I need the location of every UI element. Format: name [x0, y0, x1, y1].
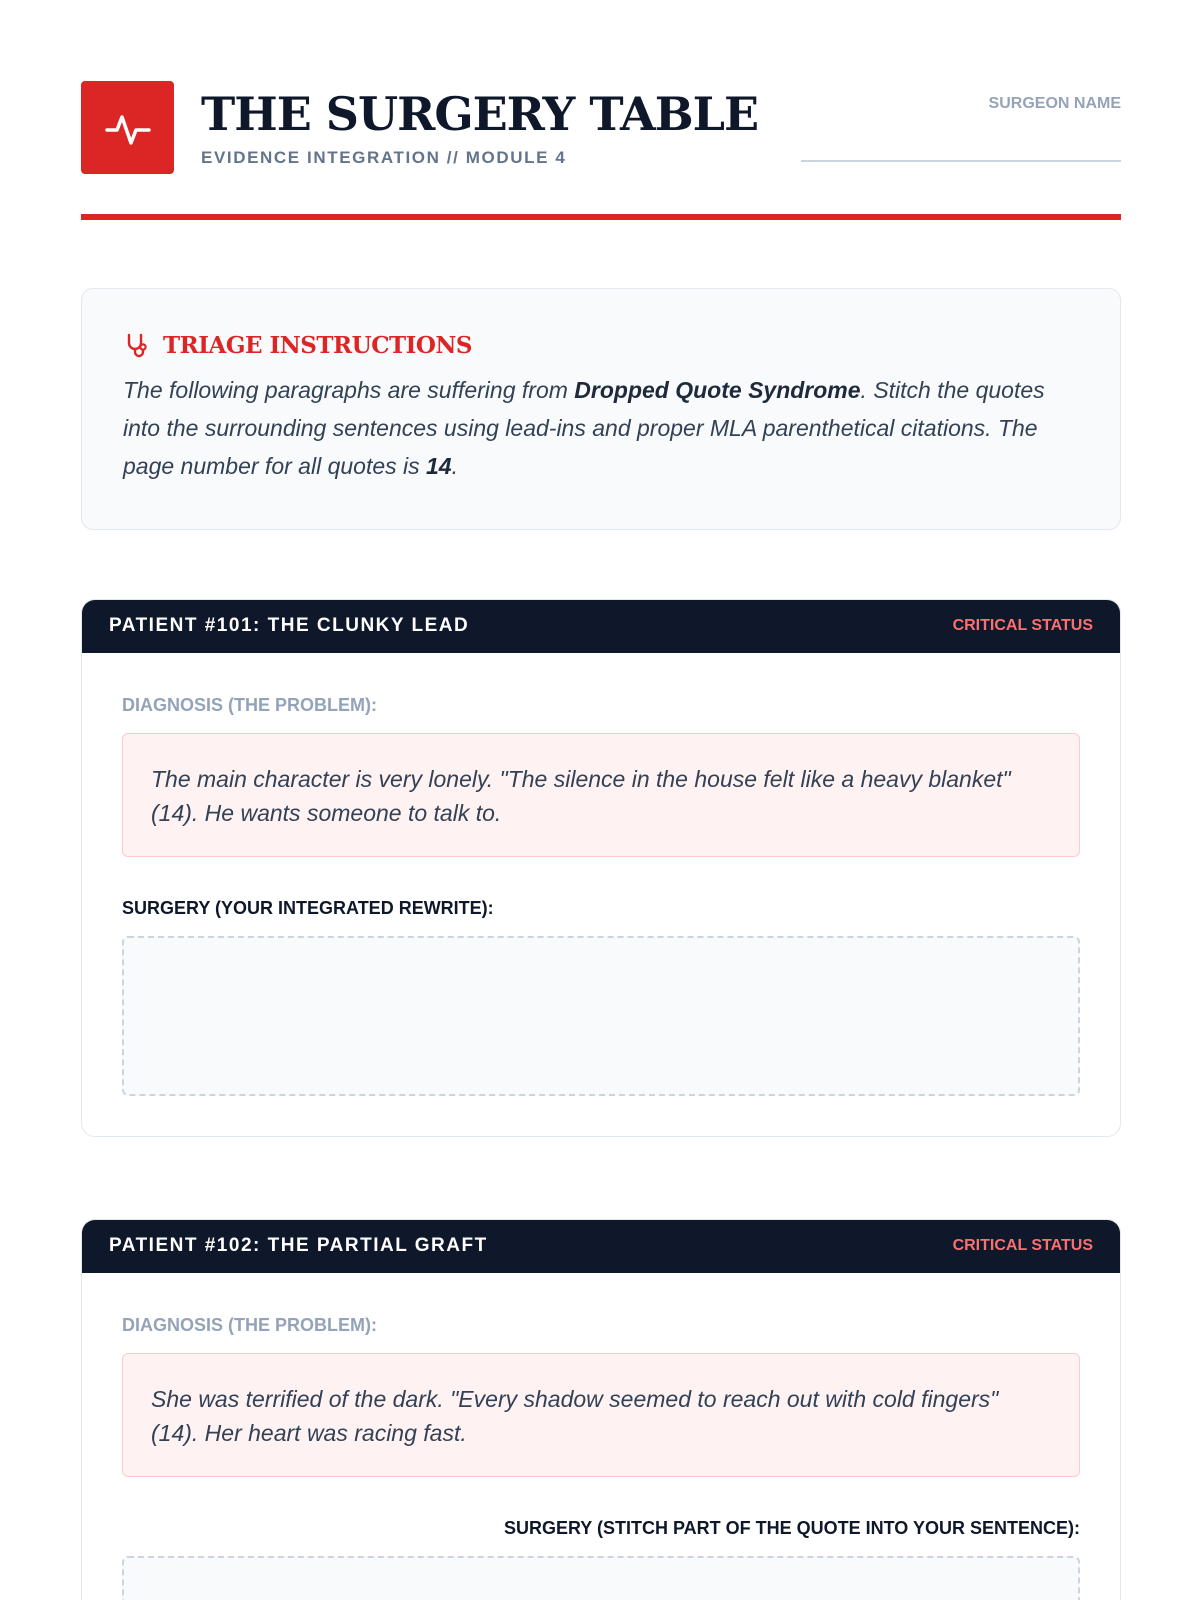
surgery-label: SURGERY (YOUR INTEGRATED REWRITE):: [122, 898, 494, 918]
header-divider: [81, 214, 1121, 220]
surgery-answer-field[interactable]: [122, 936, 1080, 1096]
page-title: THE SURGERY TABLE: [201, 87, 759, 141]
triage-page-number: 14: [426, 453, 452, 479]
triage-text-bold: Dropped Quote Syndrome: [574, 377, 861, 403]
triage-text-part: . Stitch the quotes into the surrounding sentences using lead-ins and proper MLA parenthetical citations. The page number for all quotes is: [123, 377, 1045, 479]
status-badge: CRITICAL STATUS: [952, 1237, 1093, 1254]
page-subtitle: EVIDENCE INTEGRATION // MODULE 4: [201, 148, 567, 167]
patient-title: PATIENT #102: THE PARTIAL GRAFT: [109, 1235, 488, 1256]
diagnosis-text: The main character is very lonely. "The silence in the house felt like a heavy blanket" (14). He wants someone to talk to.: [122, 733, 1080, 857]
triage-text: [123, 371, 1083, 485]
patient-header: [82, 1220, 1120, 1273]
surgeon-name-field[interactable]: [801, 160, 1121, 162]
triage-heading: [123, 331, 472, 359]
triage-text-part: .: [451, 453, 458, 479]
triage-instructions-panel: [81, 288, 1121, 530]
patient-card-102: [81, 1219, 1121, 1600]
patient-title: PATIENT #101: THE CLUNKY LEAD: [109, 615, 470, 636]
surgery-answer-field[interactable]: [122, 1556, 1080, 1600]
stethoscope-icon: [123, 331, 151, 359]
diagnosis-text: She was terrified of the dark. "Every shadow seemed to reach out with cold fingers" (14). Her heart was racing fast.: [122, 1353, 1080, 1477]
triage-title: TRIAGE INSTRUCTIONS: [163, 331, 473, 359]
surgeon-name-label: SURGEON NAME: [988, 95, 1121, 112]
surgery-label: SURGERY (STITCH PART OF THE QUOTE INTO YOUR SENTENCE):: [503, 1518, 1080, 1538]
patient-card-101: [81, 599, 1121, 1137]
diagnosis-label: DIAGNOSIS (THE PROBLEM):: [122, 1315, 377, 1335]
patient-header: [82, 600, 1120, 653]
pulse-icon: [81, 81, 174, 174]
status-badge: CRITICAL STATUS: [952, 617, 1093, 634]
diagnosis-label: DIAGNOSIS (THE PROBLEM):: [122, 695, 377, 715]
page-header: [81, 81, 1121, 221]
triage-text-part: The following paragraphs are suffering from: [123, 377, 575, 403]
